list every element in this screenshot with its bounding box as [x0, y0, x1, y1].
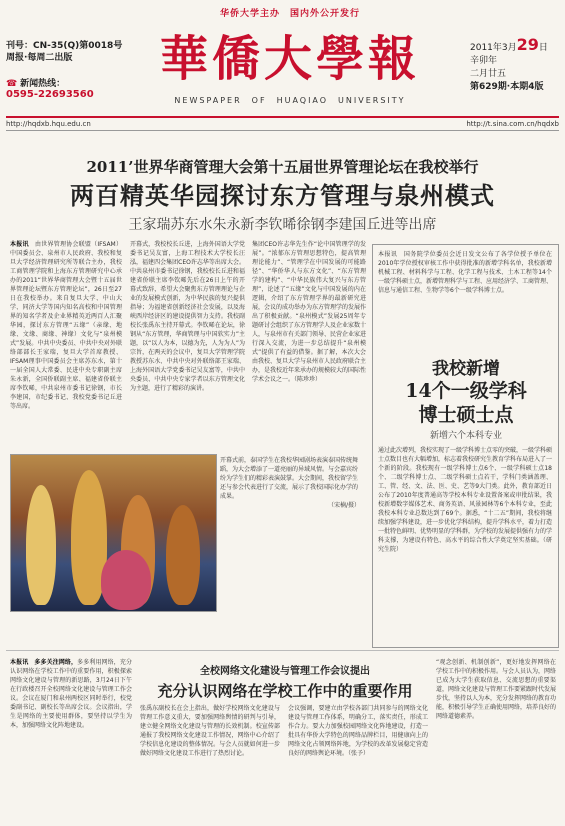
sec2-headline: 充分认识网络在学校工作中的重要作用: [157, 682, 413, 700]
lead-column-2: [130, 240, 245, 450]
sec2-kicker: 全校网络文化建设与管理工作会议提出: [200, 666, 370, 677]
hotline-number: 0595-22693560: [6, 89, 94, 100]
issn: 刊号：CN-35(Q)第0018号: [6, 41, 123, 51]
lead-column-1: [10, 240, 122, 450]
lunar-month: 二月廿五: [470, 69, 507, 79]
lunar-year: 辛卯年: [470, 56, 498, 66]
box-title-line-2: 14个一级学科: [405, 380, 527, 402]
dancer-figure: [101, 550, 151, 610]
sec2-column-4: [436, 658, 556, 822]
date-prefix: 2011年3月: [470, 43, 517, 53]
sec2-col4-text: “观念创新、机制创新”，更好地发挥网络在学校工作中的积极作用。与会人员认为，网络已成为大学生获取信息、交流思想的重要渠道，网络文化建设与管理工作要紧跟时代发展步伐，坚持以人为本，充分发挥网络的教育功能，积极引导学生正确使用网络，培养良好的网络道德素养。: [436, 659, 556, 720]
lead-column-3: [252, 240, 366, 450]
sec2-col3-text: 会议强调，要建立由学校各部门共同参与的网络文化建设与管理工作体系，明确分工，落实责任，形成工作合力。要大力加强校园网络文化阵地建设，打造一批具有华侨大学特色的网络品牌栏目，用健康向上的网络文化占领网络阵地，为学校的改革发展稳定营造良好的网络舆论环境。（张予）: [288, 705, 428, 757]
hotline: [6, 76, 126, 100]
section-divider: [6, 650, 559, 651]
issue-number: 第629期·本期4版: [470, 82, 544, 92]
lead-headline: 两百精英华园探讨东方管理与泉州模式: [70, 181, 495, 210]
photo-credit: （宋楠/摄）: [327, 502, 360, 509]
dancer-figure: [26, 485, 56, 605]
lead-col1-text: 由世界管理协会联盟（IFSAM）中国委员会、泉州市人民政府、我校和复旦大学经济管理研究所等联合主办，我校工商管理学院和上海东方管理研究中心承办的2011“世界华商管理大会暨十五届世界管理论坛暨东方管理论坛”，26日至27日在我校举办。来自复旦大学、中山大学、同济大学等国内知名高校和中国管理界的知名学者及企业界精英近两百人汇聚华园，探讨东方管理“五缘”（亲缘、地缘、文缘、商缘、神缘）文化与“泉州模式”发展。中共中央委员、中共中央对外联络部部长王家瑞，复旦大学首席教授、IFSAM理事中国委员会主席苏东水，第十一届全国人大常委、民进中央专职副主席朱永新，全国侨联副主席、福建省侨联主席李钦晞，中共泉州市委书记徐钢，市长李建国，市纪委书记、我校党委书记丘进等出席。: [10, 241, 122, 410]
url-bar: [6, 116, 559, 131]
photo-caption-text: 开幕式前，泰国学生在我校华园剧场表演泰国传统舞蹈，为大会增添了一道亮丽的异域风情。与会嘉宾纷纷为学生们的精彩表演鼓掌。大会期间，我校留学生还与参会代表进行了交流，展示了我校国际化办学的成果。: [220, 457, 359, 500]
box-subtitle: 新增六个本科专业: [429, 431, 502, 441]
phone-icon: ☎: [6, 79, 18, 89]
box-intro: [378, 250, 552, 346]
box-intro-text: 本报讯 国务院学位委员会近日发文公布了各学位授予单位在2010年学位授权审核工作中获得批准的新增学科名单，我校新增机械工程、材料科学与工程、化学工程与技术、土木工程等14个一级学科硕士点，新增管理科学与工程、应用经济学、工商管理、信息与通信工程、生物学等6个一级学科博士点。: [378, 251, 552, 294]
date-day: 29: [516, 35, 539, 54]
sec2-column-3: [288, 704, 428, 822]
sec2-lead: 本报讯 多多关注网络，: [10, 659, 78, 666]
dancer-figure: [166, 505, 200, 605]
schedule: 周报·每周二出版: [6, 53, 73, 63]
hotline-label: 新闻热线：: [20, 79, 66, 89]
sec2-col2-text: 张禹东副校长在会上指出，做好学校网络文化建设与管理工作意义重大，要加强网络舆情的研判与引导，建立健全网络文化建设与管理的长效机制。校宣传部通报了我校网络文化建设工作情况，网络中心介绍了学校信息化建设的整体情况。与会人员就如何进一步做好网络文化建设工作进行了热烈讨论。: [140, 705, 280, 757]
site-link[interactable]: http://hqdxb.hqu.edu.cn: [6, 120, 91, 128]
date-info: [470, 35, 560, 94]
box-title-line-3: 博士硕士点: [418, 404, 514, 426]
box-body: [378, 446, 552, 642]
publication-info: [6, 40, 126, 64]
sec2-column-1: [10, 658, 132, 822]
box-body-text: 通过此次增列，我校实现了一级学科博士点零的突破，一级学科硕士点数目也有大幅增加，标志着我校研究生教育学科布局进入了一个新的阶段。我校现有一级学科博士点6个、一级学科硕士点18个、二级学科博士点、二级学科硕士点若干，学科门类涵盖理、工、管、经、文、法、医、史、艺等9大门类。此外，教育部近日公布了2010年度普通高等学校本科专业设置备案或审批结果，我校新增数字媒体艺术、商务英语、风景园林等6个本科专业，至此我校本科专业总数达到了69个。据悉，“十二五”期间，我校将继续加强学科建设，进一步优化学科结构，提升学科水平，着力打造一批特色鲜明、优势明显的学科群，为学校的发展提供强有力的学科支撑，为建设有特色、高水平的综合性大学奠定坚实基础。（研究生院）: [378, 447, 552, 553]
lead-col3-text: 集团CEO许志华先生作“论中国管理学的发展”。“浓郁东方管理思想特色，提高管理理论能力”、“管理学在中国发展的可能路径”、“华侨华人与东方文化”、“东方管理学的建构”、“中华民族伟大复兴与东方管理”，论述了“五缘”文化与中国发展的内在逻辑，介绍了东方管理学界的最新研究进展，会议的成功举办为东方管理学的发展作出了积极贡献。“泉州模式”发展25周年专题研讨会组织了东方管理学人及企业家数十人，与泉州市有关部门领导、民营企业家进行深入交流，为进一步总结提升“泉州模式”提供了有益的借鉴。据了解，本次大会由我校、复旦大学与泉州市人民政府联合主办，是我校近年来承办的规模较大的国际性学术会议之一。（陈珍珍）: [252, 241, 366, 383]
photo-caption: [220, 456, 360, 510]
lead-col2-text: 开幕式，我校校长丘进，上海外国语大学党委书记吴友富，上海工程技术大学校长汪泓，福建四会集团CEO许志华等出席大会。中共泉州市委书记徐钢，我校校长丘进和福建省侨联主席李钦晞先后在26日上午的开幕式致辞，希望大会聚焦东方管理理论与企业的发展模式创新，为中华民族的复兴提供指导；为福建省创新经济社会发展，以及海峡西岸经济区的建设提供智力支持。我校副校长张禹东主持开幕式。李钦晞在论坛，徐钢从“东方管理，华商管理与中国软实力”主题，以“以人为本，以德为先，人为为人”为宗旨，在两天的会议中，复旦大学管理学院教授苏东水、中共中央对外联络部王家瑞、上海外国语大学党委书记吴友富等，中共中央委员、中共中央专家学者以东方管理文化为主题，进行了精彩的演讲。: [130, 241, 245, 392]
dance-photo: [10, 454, 217, 612]
weibo-link[interactable]: http://t.sina.com.cn/hqdxb: [466, 120, 559, 128]
masthead-slogan: 华侨大学主办 国内外公开发行: [219, 9, 360, 19]
lead-kicker: 2011’世界华商管理大会第十五届世界管理论坛在我校举行: [86, 158, 479, 176]
sec2-column-2: [140, 704, 280, 822]
lead-byline: 本报讯: [10, 241, 29, 248]
box-title-line-1: 我校新增: [432, 359, 500, 379]
lead-subhead: 王家瑞苏东水朱永新李钦晞徐钢李建国丘进等出席: [128, 217, 437, 233]
masthead-title: 華僑大學報: [159, 31, 420, 87]
masthead-english: NEWSPAPER OF HUAQIAO UNIVERSITY: [174, 96, 406, 105]
date-suffix: 日: [538, 43, 548, 53]
sec2-col1-text: 多多利用网络，充分认识网络在学校工作中的重要作用，积极探索网络文化建设与管理的新思路，3月24日下午在行政楼召开全校网络文化建设与管理工作会议。会议在厦门和泉州两校区同时举行，校党委副书记、副校长等出席会议。会议指出，学生是网络的主要使用群体，要坚持以学生为本，加强网络文化阵地建设。: [10, 659, 132, 729]
